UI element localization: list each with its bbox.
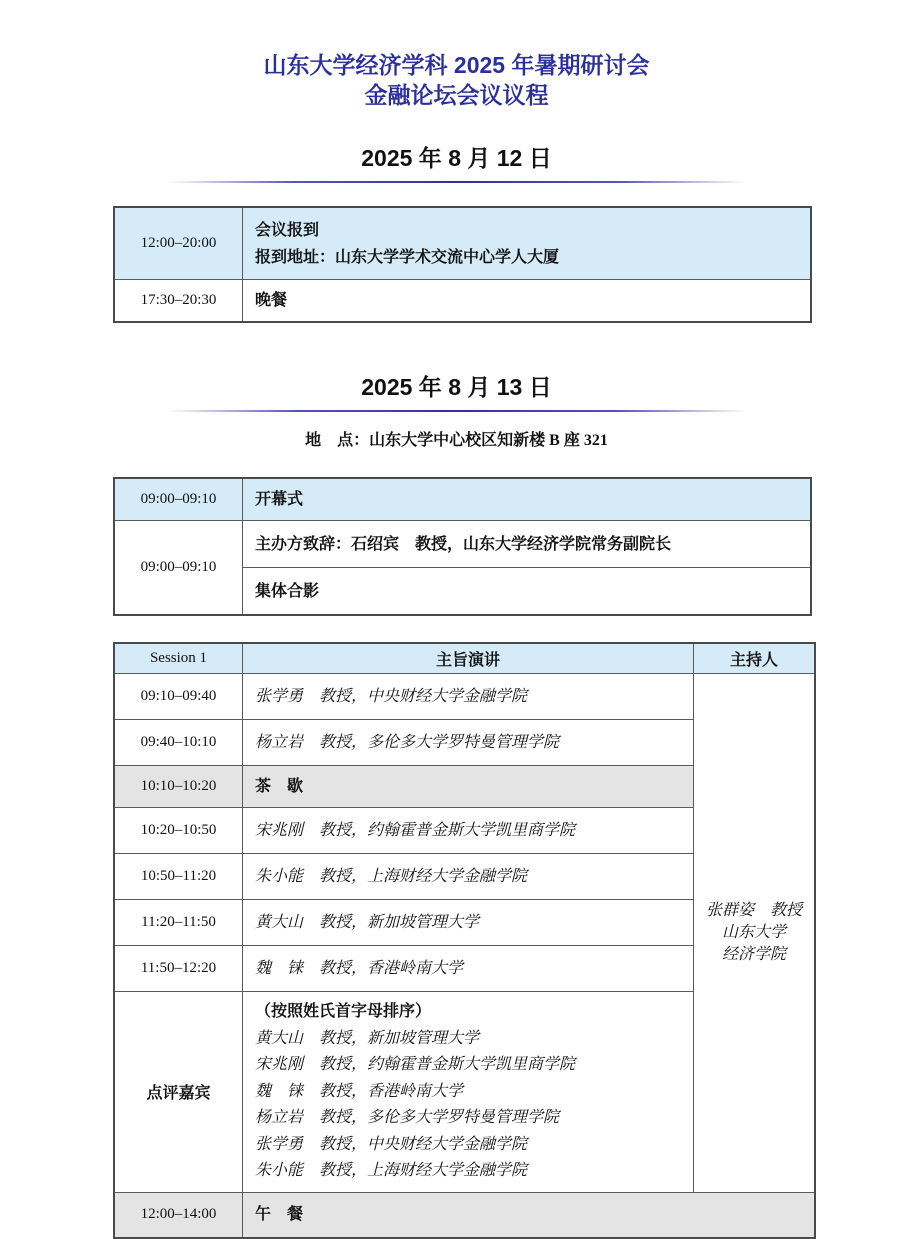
session1-table [113, 642, 816, 1239]
talk-row [114, 674, 815, 720]
host-name: 张群姿 教授 [705, 901, 802, 919]
time-cell: 10:20–10:50 [114, 808, 243, 854]
discussant-item: 张学勇 教授，中央财经大学金融学院 [255, 1135, 528, 1153]
speaker-cell: 朱小能 教授，上海财经大学金融学院 [243, 854, 694, 900]
lunch-row [114, 1192, 815, 1238]
date-underline [167, 410, 747, 412]
day2-date-heading: 2025 年 8 月 13 日 [361, 374, 552, 400]
tea-break-cell: 茶 歇 [243, 766, 694, 808]
sort-note: （按照姓氏首字母排序） [255, 1003, 432, 1020]
time-cell: 09:00–09:10 [114, 478, 243, 521]
opening-speech-row [114, 521, 811, 568]
conference-title: 山东大学经济学科 2025 年暑期研讨会 [263, 52, 650, 78]
host-speech-cell: 主办方致辞：石绍宾 教授，山东大学经济学院常务副院长 [243, 521, 812, 568]
event-cell: 晚餐 [243, 280, 812, 323]
venue-location: 地 点：山东大学中心校区知新楼 B 座 321 [305, 432, 608, 449]
lunch-cell: 午 餐 [243, 1192, 816, 1238]
discussant-item: 杨立岩 教授，多伦多大学罗特曼管理学院 [255, 1109, 560, 1126]
discussants-list [243, 992, 694, 1193]
day1-date-heading: 2025 年 8 月 12 日 [361, 145, 552, 171]
time-cell: 10:50–11:20 [114, 854, 243, 900]
opening-header-row [114, 478, 811, 521]
session-host-cell [694, 674, 816, 1193]
registration-title: 会议报到 [255, 221, 320, 239]
opening-ceremony-table [113, 477, 812, 616]
keynote-column-header: 主旨演讲 [243, 643, 694, 674]
speaker-cell: 宋兆刚 教授，约翰霍普金斯大学凯里商学院 [243, 808, 694, 854]
registration-row [114, 207, 811, 280]
time-cell: 09:40–10:10 [114, 720, 243, 766]
discussant-item: 黄大山 教授，新加坡管理大学 [255, 1029, 480, 1047]
group-photo-cell: 集体合影 [243, 568, 812, 616]
discussants-label: 点评嘉宾 [114, 992, 243, 1193]
time-cell: 09:10–09:40 [114, 674, 243, 720]
forum-subtitle: 金融论坛会议议程 [364, 82, 549, 108]
host-school: 经济学院 [721, 945, 786, 963]
time-cell: 12:00–14:00 [114, 1192, 243, 1238]
session1-header-row [114, 643, 815, 674]
session-label: Session 1 [114, 643, 243, 674]
time-cell: 09:00–09:10 [114, 521, 243, 616]
time-cell: 12:00–20:00 [114, 207, 243, 280]
speaker-cell: 张学勇 教授，中央财经大学金融学院 [243, 674, 694, 720]
host-university: 山东大学 [721, 923, 786, 941]
time-cell: 11:50–12:20 [114, 946, 243, 992]
date-underline [167, 181, 747, 183]
discussant-item: 朱小能 教授，上海财经大学金融学院 [255, 1162, 528, 1179]
time-cell: 11:20–11:50 [114, 900, 243, 946]
host-column-header: 主持人 [694, 643, 816, 674]
speaker-cell: 杨立岩 教授，多伦多大学罗特曼管理学院 [243, 720, 694, 766]
discussant-item: 宋兆刚 教授，约翰霍普金斯大学凯里商学院 [255, 1056, 576, 1073]
dinner-row [114, 280, 811, 323]
speaker-cell: 黄大山 教授，新加坡管理大学 [243, 900, 694, 946]
speaker-cell: 魏 铼 教授，香港岭南大学 [243, 946, 694, 992]
registration-address: 报到地址：山东大学学术交流中心学人大厦 [255, 248, 560, 266]
event-cell [243, 207, 812, 280]
opening-ceremony-label: 开幕式 [243, 478, 812, 521]
conference-title-block [0, 50, 913, 110]
discussant-item: 魏 铼 教授，香港岭南大学 [255, 1082, 464, 1100]
day1-table [113, 206, 812, 323]
time-cell: 17:30–20:30 [114, 280, 243, 323]
time-cell: 10:10–10:20 [114, 766, 243, 808]
agenda-document [0, 50, 913, 1223]
